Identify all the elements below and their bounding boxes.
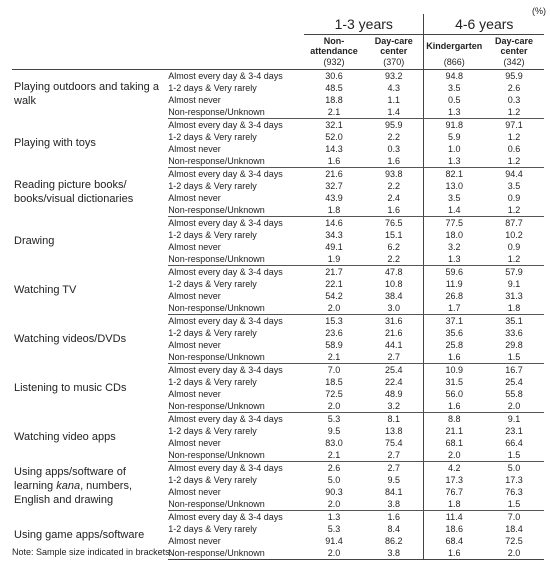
percent-cell: 1.1 bbox=[387, 95, 400, 105]
percent-cell: 91.8 bbox=[424, 119, 484, 132]
column-header: Non-attendance bbox=[310, 36, 358, 56]
frequency-label: Almost every day & 3-4 days bbox=[168, 120, 283, 130]
percent-cell: 22.4 bbox=[384, 377, 403, 387]
frequency-label: Non-response/Unknown bbox=[168, 351, 304, 364]
frequency-label: Almost every day & 3-4 days bbox=[168, 463, 283, 473]
percent-cell: 25.8 bbox=[424, 339, 484, 351]
percent-cell: 9.5 bbox=[327, 426, 341, 436]
frequency-label: Non-response/Unknown bbox=[168, 449, 304, 462]
percent-cell: 14.3 bbox=[325, 144, 343, 154]
percent-cell: 0.9 bbox=[507, 193, 521, 203]
percent-cell: 3.0 bbox=[364, 302, 424, 315]
percent-cell: 94.8 bbox=[424, 70, 484, 83]
percent-cell: 68.4 bbox=[424, 535, 484, 547]
percent-cell: 1.2 bbox=[484, 204, 544, 217]
percent-cell: 13.8 bbox=[384, 426, 403, 436]
percent-cell: 76.7 bbox=[424, 486, 484, 498]
percent-cell: 2.0 bbox=[424, 449, 484, 462]
frequency-label: Almost every day & 3-4 days bbox=[168, 512, 283, 522]
percent-cell: 23.6 bbox=[325, 328, 343, 338]
frequency-label: Almost never bbox=[168, 291, 221, 301]
percent-cell: 8.1 bbox=[387, 414, 400, 424]
sample-size: (866) bbox=[424, 56, 484, 70]
percent-cell: 31.6 bbox=[384, 316, 403, 326]
percent-cell: 3.5 bbox=[424, 82, 484, 94]
sample-size: (342) bbox=[484, 56, 544, 70]
percent-cell: 58.9 bbox=[325, 340, 343, 350]
sample-size: (932) bbox=[304, 56, 364, 70]
frequency-label: Almost never bbox=[168, 242, 221, 252]
percent-cell: 2.1 bbox=[304, 351, 364, 364]
percent-cell: 33.6 bbox=[505, 328, 523, 338]
frequency-label: Non-response/Unknown bbox=[168, 400, 304, 413]
percent-cell: 3.8 bbox=[364, 547, 424, 560]
frequency-label: Almost every day & 3-4 days bbox=[168, 218, 283, 228]
percent-cell: 1.8 bbox=[304, 204, 364, 217]
percent-cell: 3.5 bbox=[424, 192, 484, 204]
frequency-label: Almost never bbox=[168, 536, 221, 546]
percent-cell: 5.3 bbox=[327, 414, 341, 424]
frequency-label: 1-2 days & Very rarely bbox=[168, 328, 257, 338]
percent-cell: 1.6 bbox=[387, 512, 400, 522]
percent-cell: 8.8 bbox=[424, 413, 484, 426]
percent-cell: 48.5 bbox=[325, 83, 343, 93]
percent-cell: 2.2 bbox=[364, 253, 424, 266]
percent-cell: 82.1 bbox=[424, 168, 484, 181]
percent-cell: 10.9 bbox=[424, 364, 484, 377]
percent-cell: 1.6 bbox=[424, 400, 484, 413]
activity-label: Drawing bbox=[14, 235, 55, 247]
percent-cell: 47.8 bbox=[384, 267, 403, 277]
percent-cell: 55.8 bbox=[505, 389, 523, 399]
percent-cell: 18.4 bbox=[505, 524, 523, 534]
percent-cell: 2.7 bbox=[364, 351, 424, 364]
percent-cell: 76.5 bbox=[384, 218, 403, 228]
percent-cell: 23.1 bbox=[505, 426, 523, 436]
percent-cell: 10.2 bbox=[505, 230, 523, 240]
percent-cell: 38.4 bbox=[384, 291, 403, 301]
percent-cell: 1.3 bbox=[424, 155, 484, 168]
percent-cell: 1.8 bbox=[424, 498, 484, 511]
percent-cell: 18.5 bbox=[325, 377, 343, 387]
percent-cell: 1.8 bbox=[484, 302, 544, 315]
percent-cell: 57.9 bbox=[505, 267, 523, 277]
frequency-label: Almost never bbox=[168, 389, 221, 399]
activity-label: Playing with toys bbox=[14, 137, 96, 149]
frequency-label: Almost every day & 3-4 days bbox=[168, 71, 283, 81]
percent-cell: 1.6 bbox=[364, 204, 424, 217]
percent-cell: 15.3 bbox=[325, 316, 343, 326]
sample-size: (370) bbox=[364, 56, 424, 70]
frequency-label: Almost every day & 3-4 days bbox=[168, 365, 283, 375]
percent-cell: 0.3 bbox=[387, 144, 400, 154]
percent-cell: 1.3 bbox=[424, 106, 484, 119]
frequency-label: 1-2 days & Very rarely bbox=[168, 132, 257, 142]
percent-cell: 1.2 bbox=[507, 132, 521, 142]
percent-cell: 49.1 bbox=[325, 242, 343, 252]
percent-cell: 30.6 bbox=[325, 71, 343, 81]
percent-cell: 75.4 bbox=[384, 438, 403, 448]
unit-label: (%) bbox=[532, 6, 546, 16]
percent-cell: 9.1 bbox=[507, 414, 521, 424]
percent-cell: 1.4 bbox=[424, 204, 484, 217]
frequency-label: 1-2 days & Very rarely bbox=[168, 230, 257, 240]
table-row bbox=[12, 462, 544, 475]
percent-cell: 1.6 bbox=[424, 547, 484, 560]
activity-frequency-table bbox=[12, 14, 544, 560]
percent-cell: 9.5 bbox=[387, 475, 400, 485]
percent-cell: 1.3 bbox=[327, 512, 341, 522]
frequency-label: Non-response/Unknown bbox=[168, 498, 304, 511]
frequency-label: Non-response/Unknown bbox=[168, 155, 304, 168]
percent-cell: 7.0 bbox=[327, 365, 341, 375]
frequency-label: 1-2 days & Very rarely bbox=[168, 83, 257, 93]
percent-cell: 93.2 bbox=[384, 71, 403, 81]
percent-cell: 9.1 bbox=[507, 279, 521, 289]
percent-cell: 2.1 bbox=[304, 106, 364, 119]
percent-cell: 43.9 bbox=[325, 193, 343, 203]
percent-cell: 4.3 bbox=[387, 83, 400, 93]
activity-label: Watching TV bbox=[14, 284, 77, 296]
percent-cell: 3.2 bbox=[424, 241, 484, 253]
group-header-4-6-years: 4-6 years bbox=[424, 14, 544, 35]
frequency-label: Non-response/Unknown bbox=[168, 253, 304, 266]
percent-cell: 52.0 bbox=[325, 132, 343, 142]
percent-cell: 32.1 bbox=[325, 120, 343, 130]
percent-cell: 2.0 bbox=[484, 547, 544, 560]
percent-cell: 15.1 bbox=[384, 230, 403, 240]
percent-cell: 2.1 bbox=[304, 449, 364, 462]
frequency-label: Almost never bbox=[168, 193, 221, 203]
percent-cell: 77.5 bbox=[424, 217, 484, 230]
percent-cell: 1.5 bbox=[484, 351, 544, 364]
percent-cell: 34.3 bbox=[325, 230, 343, 240]
percent-cell: 1.4 bbox=[364, 106, 424, 119]
percent-cell: 5.0 bbox=[507, 463, 521, 473]
percent-cell: 11.9 bbox=[424, 278, 484, 290]
frequency-label: Almost never bbox=[168, 487, 221, 497]
percent-cell: 14.6 bbox=[325, 218, 343, 228]
percent-cell: 1.6 bbox=[304, 155, 364, 168]
percent-cell: 56.0 bbox=[424, 388, 484, 400]
table-row bbox=[12, 315, 544, 328]
frequency-label: 1-2 days & Very rarely bbox=[168, 524, 257, 534]
footnote: Note: Sample size indicated in brackets. bbox=[12, 547, 173, 557]
percent-cell: 59.6 bbox=[424, 266, 484, 279]
percent-cell: 18.8 bbox=[325, 95, 343, 105]
percent-cell: 2.2 bbox=[387, 132, 400, 142]
activity-label: Watching videos/DVDs bbox=[14, 333, 127, 345]
percent-cell: 21.6 bbox=[384, 328, 403, 338]
frequency-label: Non-response/Unknown bbox=[168, 302, 304, 315]
table-row bbox=[12, 217, 544, 230]
percent-cell: 11.4 bbox=[424, 511, 484, 524]
percent-cell: 7.0 bbox=[507, 512, 521, 522]
percent-cell: 21.1 bbox=[424, 425, 484, 437]
frequency-label: 1-2 days & Very rarely bbox=[168, 377, 257, 387]
percent-cell: 35.6 bbox=[424, 327, 484, 339]
group-header-1-3-years: 1-3 years bbox=[304, 14, 424, 35]
table-row bbox=[12, 168, 544, 181]
percent-cell: 8.4 bbox=[387, 524, 400, 534]
percent-cell: 1.5 bbox=[484, 449, 544, 462]
percent-cell: 83.0 bbox=[325, 438, 343, 448]
frequency-label: Non-response/Unknown bbox=[168, 106, 304, 119]
percent-cell: 18.0 bbox=[424, 229, 484, 241]
percent-cell: 6.2 bbox=[387, 242, 400, 252]
percent-cell: 72.5 bbox=[325, 389, 343, 399]
percent-cell: 2.0 bbox=[304, 302, 364, 315]
percent-cell: 5.9 bbox=[424, 131, 484, 143]
percent-cell: 1.2 bbox=[484, 155, 544, 168]
percent-cell: 1.2 bbox=[484, 106, 544, 119]
percent-cell: 90.3 bbox=[325, 487, 343, 497]
percent-cell: 54.2 bbox=[325, 291, 343, 301]
percent-cell: 2.4 bbox=[387, 193, 400, 203]
percent-cell: 29.8 bbox=[505, 340, 523, 350]
percent-cell: 3.5 bbox=[507, 181, 521, 191]
percent-cell: 18.6 bbox=[424, 523, 484, 535]
percent-cell: 22.1 bbox=[325, 279, 343, 289]
percent-cell: 1.3 bbox=[424, 253, 484, 266]
corner-cell bbox=[12, 14, 304, 35]
table-row bbox=[12, 70, 544, 83]
percent-cell: 2.6 bbox=[507, 83, 521, 93]
percent-cell: 3.2 bbox=[364, 400, 424, 413]
percent-cell: 66.4 bbox=[505, 438, 523, 448]
percent-cell: 31.3 bbox=[505, 291, 523, 301]
percent-cell: 16.7 bbox=[505, 365, 523, 375]
percent-cell: 3.8 bbox=[364, 498, 424, 511]
percent-cell: 97.1 bbox=[505, 120, 523, 130]
percent-cell: 1.2 bbox=[484, 253, 544, 266]
frequency-label: Almost every day & 3-4 days bbox=[168, 267, 283, 277]
percent-cell: 2.0 bbox=[304, 498, 364, 511]
percent-cell: 26.8 bbox=[424, 290, 484, 302]
activity-label: Watching video apps bbox=[14, 431, 116, 443]
percent-cell: 2.0 bbox=[304, 400, 364, 413]
percent-cell: 0.6 bbox=[507, 144, 521, 154]
frequency-label: 1-2 days & Very rarely bbox=[168, 426, 257, 436]
frequency-label: Almost never bbox=[168, 340, 221, 350]
activity-label: Playing outdoors and taking a walk bbox=[14, 81, 159, 108]
percent-cell: 25.4 bbox=[505, 377, 523, 387]
table-row bbox=[12, 413, 544, 426]
percent-cell: 0.9 bbox=[507, 242, 521, 252]
percent-cell: 1.6 bbox=[364, 155, 424, 168]
percent-cell: 35.1 bbox=[505, 316, 523, 326]
percent-cell: 5.0 bbox=[327, 475, 341, 485]
percent-cell: 94.4 bbox=[505, 169, 523, 179]
percent-cell: 17.3 bbox=[505, 475, 523, 485]
table-body bbox=[12, 70, 544, 560]
frequency-label: Almost never bbox=[168, 95, 221, 105]
frequency-label: Almost every day & 3-4 days bbox=[168, 414, 283, 424]
percent-cell: 2.0 bbox=[484, 400, 544, 413]
column-header: Kindergarten bbox=[424, 35, 484, 57]
percent-cell: 2.2 bbox=[387, 181, 400, 191]
percent-cell: 13.0 bbox=[424, 180, 484, 192]
column-header: Day-care center bbox=[494, 36, 533, 56]
column-header: Day-care center bbox=[374, 36, 413, 56]
percent-cell: 32.7 bbox=[325, 181, 343, 191]
percent-cell: 68.1 bbox=[424, 437, 484, 449]
frequency-label: 1-2 days & Very rarely bbox=[168, 181, 257, 191]
activity-label: Using apps/software of learning kana, numbers, English and drawing bbox=[14, 466, 133, 506]
percent-cell: 95.9 bbox=[505, 71, 523, 81]
percent-cell: 2.6 bbox=[327, 463, 341, 473]
percent-cell: 91.4 bbox=[325, 536, 343, 546]
percent-cell: 2.0 bbox=[304, 547, 364, 560]
percent-cell: 93.8 bbox=[384, 169, 403, 179]
frequency-label: 1-2 days & Very rarely bbox=[168, 475, 257, 485]
frequency-label: Almost never bbox=[168, 438, 221, 448]
activity-label: Reading picture books/ books/visual dictionaries bbox=[14, 179, 134, 205]
frequency-label: Almost every day & 3-4 days bbox=[168, 169, 283, 179]
frequency-label: 1-2 days & Very rarely bbox=[168, 279, 257, 289]
percent-cell: 95.9 bbox=[384, 120, 403, 130]
percent-cell: 21.6 bbox=[325, 169, 343, 179]
percent-cell: 87.7 bbox=[505, 218, 523, 228]
percent-cell: 31.5 bbox=[424, 376, 484, 388]
percent-cell: 84.1 bbox=[384, 487, 403, 497]
percent-cell: 1.0 bbox=[424, 143, 484, 155]
percent-cell: 76.3 bbox=[505, 487, 523, 497]
frequency-label: Non-response/Unknown bbox=[168, 204, 304, 217]
frequency-label: Non-response/Unknown bbox=[168, 547, 304, 560]
percent-cell: 10.8 bbox=[384, 279, 403, 289]
activity-label: Listening to music CDs bbox=[14, 382, 127, 394]
percent-cell: 86.2 bbox=[384, 536, 403, 546]
percent-cell: 17.3 bbox=[424, 474, 484, 486]
percent-cell: 48.9 bbox=[384, 389, 403, 399]
percent-cell: 1.7 bbox=[424, 302, 484, 315]
percent-cell: 0.5 bbox=[424, 94, 484, 106]
percent-cell: 2.7 bbox=[364, 449, 424, 462]
percent-cell: 21.7 bbox=[325, 267, 343, 277]
percent-cell: 2.7 bbox=[387, 463, 400, 473]
percent-cell: 0.3 bbox=[507, 95, 521, 105]
percent-cell: 1.6 bbox=[424, 351, 484, 364]
percent-cell: 44.1 bbox=[384, 340, 403, 350]
table-row bbox=[12, 266, 544, 279]
activity-label: Using game apps/software bbox=[14, 529, 145, 541]
table-row bbox=[12, 511, 544, 524]
percent-cell: 1.5 bbox=[484, 498, 544, 511]
percent-cell: 5.3 bbox=[327, 524, 341, 534]
table-row bbox=[12, 119, 544, 132]
percent-cell: 37.1 bbox=[424, 315, 484, 328]
percent-cell: 25.4 bbox=[384, 365, 403, 375]
frequency-label: Almost never bbox=[168, 144, 221, 154]
frequency-label: Almost every day & 3-4 days bbox=[168, 316, 283, 326]
table-row bbox=[12, 364, 544, 377]
percent-cell: 72.5 bbox=[505, 536, 523, 546]
percent-cell: 1.9 bbox=[304, 253, 364, 266]
percent-cell: 4.2 bbox=[424, 462, 484, 475]
